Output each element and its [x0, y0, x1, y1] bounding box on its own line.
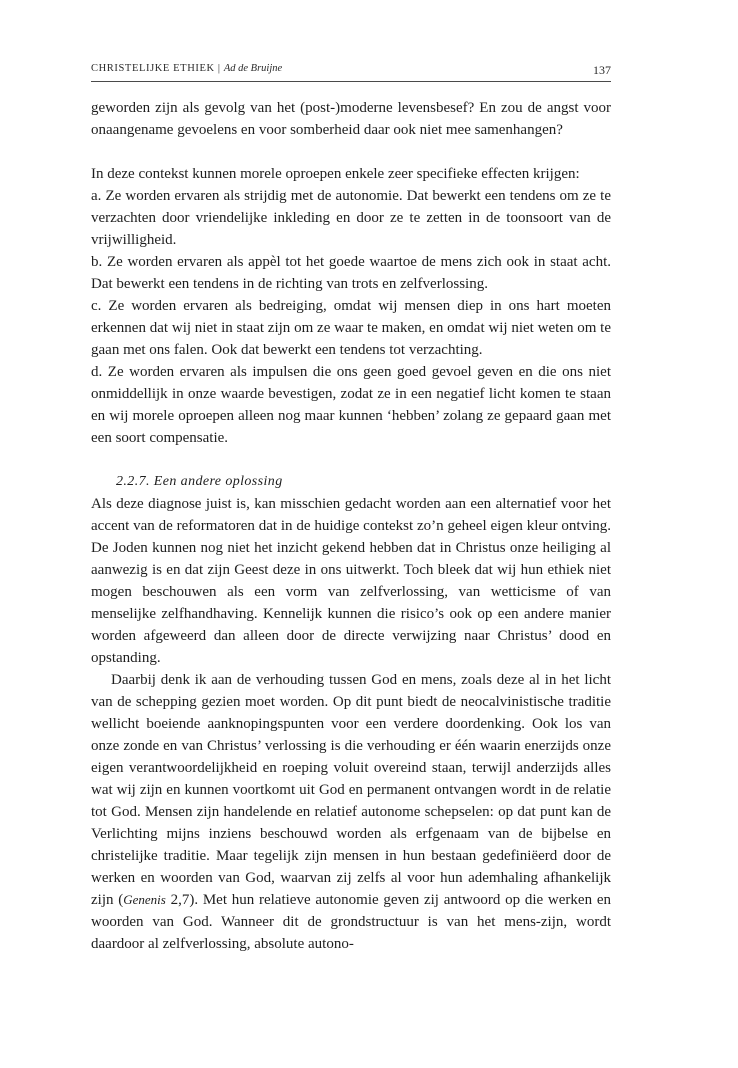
page-number: 137: [593, 63, 611, 77]
section-gap: [91, 449, 611, 471]
body-text: [91, 97, 611, 955]
section-heading: 2.2.7. Een andere oplossing: [116, 474, 283, 489]
header-rule: [91, 81, 611, 82]
list-item-c: c. Ze worden ervaren als bedreiging, omdat wij mensen diep in ons hart moeten erkennen dat wij niet in staat zijn om ze waar te maken, en omdat wij niet weten om te gaan met ons falen. Ook dat bewerkt een tendens tot verzachting.: [91, 298, 611, 358]
paragraph-gap: [91, 141, 611, 163]
bible-reference-verse: 2,7: [165, 892, 190, 908]
bible-reference-book: Genenis: [123, 892, 166, 907]
running-head-separator: |: [217, 63, 221, 74]
book-title: CHRISTELIJKE ETHIEK: [91, 63, 215, 74]
list-item-a: a. Ze worden ervaren als strijdig met de autonomie. Dat bewerkt een tendens om ze te verzachten door vriendelijke inkleding en door ze te zetten in de toonsoort van de vrijwilligheid.: [91, 188, 611, 248]
paragraph-diagnosis: Als deze diagnose juist is, kan misschien gedacht worden aan een alternatief voor het accent van de reformatoren dat in de huidige contekst zo’n geheel eigen kleur ontving. De Joden kunnen nog niet het inzicht gekend hebben dat in Christus onze heiliging al aanwezig is en dat zijn Geest deze in ons uitwerkt. Toch bleek dat wij hun ethiek niet mogen beschouwen als een vorm van zelfverlossing, van wetticisme of van menselijke zelfhandhaving. Kennelijk kunnen die risico’s ook op een andere manier worden afgeweerd dan alleen door de directe verwijzing naar Christus’ dood en opstanding.: [91, 496, 611, 666]
paragraph-continued: geworden zijn als gevolg van het (post-)moderne levensbesef? En zou de angst voor onaangename gevoelens en voor somberheid daar ook niet mee samenhangen?: [91, 100, 611, 138]
author-name: Ad de Bruijne: [223, 63, 283, 74]
paragraph-relationship-text-1: Daarbij denk ik aan de verhouding tussen God en mens, zoals deze al in het licht van de schepping gezien moet worden. Op dit punt biedt de neocalvinistische traditie wellicht boeiende aanknopingspunten voor een verdere doordenking. Ook los van onze zonde en van Christus’ verlossing is die verhouding er één waarin enerzijds onze eigen verantwoordelijkheid en roeping voluit overeind staan, terwijl anderzijds alles wat wij zijn en kunnen voortkomt uit God en permanent ontvangen wordt in de relatie tot God. Mensen zijn handelende en relatief autonome schepselen: op dat punt kan de Verlichting mijns inziens beschouwd worden als erfgenaam van de bijbelse en christelijke traditie. Maar tegelijk zijn mensen in hun bestaan gedefiniëerd door de werken en woorden van God, waarvan zij zelfs al voor hun ademhaling afhankelijk zijn (: [91, 672, 611, 908]
paragraph-context: In deze contekst kunnen morele oproepen enkele zeer specifieke effecten krijgen:: [91, 166, 580, 182]
list-item-b: b. Ze worden ervaren als appèl tot het goede waartoe de mens zich ook in staat acht. Dat bewerkt een tendens in de richting van trots en zelfverlossing.: [91, 254, 611, 292]
paragraph-relationship: [91, 669, 611, 955]
running-head: [91, 63, 611, 79]
list-item-d: d. Ze worden ervaren als impulsen die ons geen goed gevoel geven en die ons niet onmiddellijk in onze waarde bevestigen, zodat ze in een negatief licht komen te staan en wij morele oproepen alleen nog maar kunnen ‘hebben’ zolang ze gepaard gaan met een soort compensatie.: [91, 364, 611, 446]
running-head-left: [91, 63, 282, 74]
paragraph-relationship-text-2: ). Met hun relatieve autonomie geven zij antwoord op die werken en woorden van God. Wanneer dit de grondstructuur is van het mens-zijn, wordt daardoor al zelfverlossing, absolute autono-: [91, 892, 611, 952]
